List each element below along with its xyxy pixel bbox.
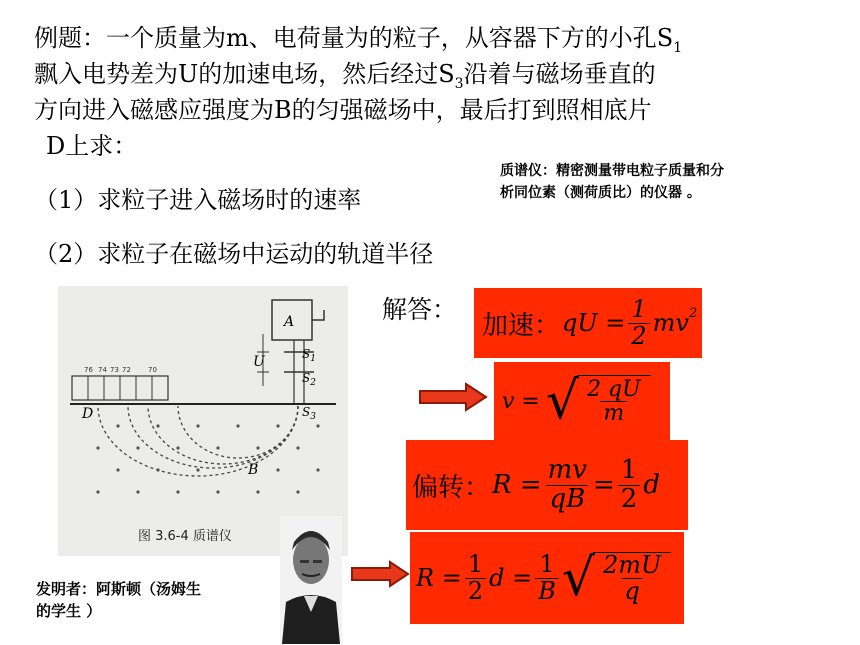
box-label: A [284, 314, 295, 330]
fraction: $\frac{1}{2}$ [628, 297, 649, 348]
problem-line-1: 例题：一个质量为m、电荷量为的粒子，从容器下方的小孔$S_1$ [34, 24, 683, 56]
svg-text:70: 70 [148, 366, 157, 374]
u-label: U [253, 354, 265, 370]
subscript: 1 [673, 39, 683, 56]
fraction: $\frac{1}{2}$ [465, 552, 486, 603]
portrait-image [280, 516, 342, 644]
side-note-line-2: 析同位素（测荷质比）的仪器 。 [500, 185, 701, 201]
svg-text:76: 76 [84, 366, 93, 374]
formula-radius: R = $\frac{1}{2}$ d = $\frac{1}{B}$ √ $\frac{2mU}{q}$ [410, 532, 684, 624]
problem-line-3: 方向进入磁感应强度为B的匀强磁场中，最后打到照相底片 [34, 96, 652, 124]
subscript: 3 [454, 75, 464, 92]
inventor-caption: 发明者：阿斯顿（汤姆生 的学生 ） [36, 580, 202, 620]
side-note [500, 160, 724, 204]
inventor-portrait [280, 516, 342, 644]
formula-velocity: v = √ $\frac{2 qU}{m}$ [494, 362, 670, 440]
svg-text:72: 72 [122, 366, 131, 374]
formula-deflection: 偏转： R = $\frac{mv}{qB}$ = $\frac{1}{2}$ d [406, 440, 688, 530]
s3-label: $S_3$ [302, 405, 316, 422]
problem-line-2: 飘入电势差为U的加速电场，然后经过$S_3$沿着与磁场垂直的 [34, 60, 656, 92]
answer-label: 解答： [382, 295, 458, 324]
s1-label: $S_1$ [302, 347, 316, 364]
side-note-line-1: 质谱仪：精密测量带电粒子质量和分 [500, 163, 724, 179]
arrow-right-icon [418, 382, 488, 412]
fraction: $\frac{mv}{qB}$ [547, 455, 587, 514]
square-root: √ $\frac{2 qU}{m}$ [546, 375, 651, 427]
b-label: B [248, 462, 259, 478]
fraction: $\frac{1}{2}$ [618, 457, 641, 513]
formula-acceleration: 加速： qU = $\frac{1}{2}$ mv $^2$ [474, 288, 702, 358]
d-label: D [82, 406, 94, 422]
scale-labels [84, 366, 157, 374]
arrow-right-icon [350, 560, 410, 588]
svg-text:74: 74 [98, 366, 107, 374]
svg-text:73: 73 [110, 366, 119, 374]
question-2: （2）求粒子在磁场中运动的轨道半径 [34, 240, 434, 268]
s2-label: $S_2$ [302, 371, 316, 388]
problem-line-4: D上求： [46, 132, 138, 160]
fraction: $\frac{1}{B}$ [535, 552, 559, 603]
figure-caption: 图 3.6-4 质谱仪 [138, 529, 232, 544]
square-root: √ $\frac{2mU}{q}$ [562, 552, 671, 604]
question-1: （1）求粒子进入磁场时的速率 [34, 186, 362, 214]
